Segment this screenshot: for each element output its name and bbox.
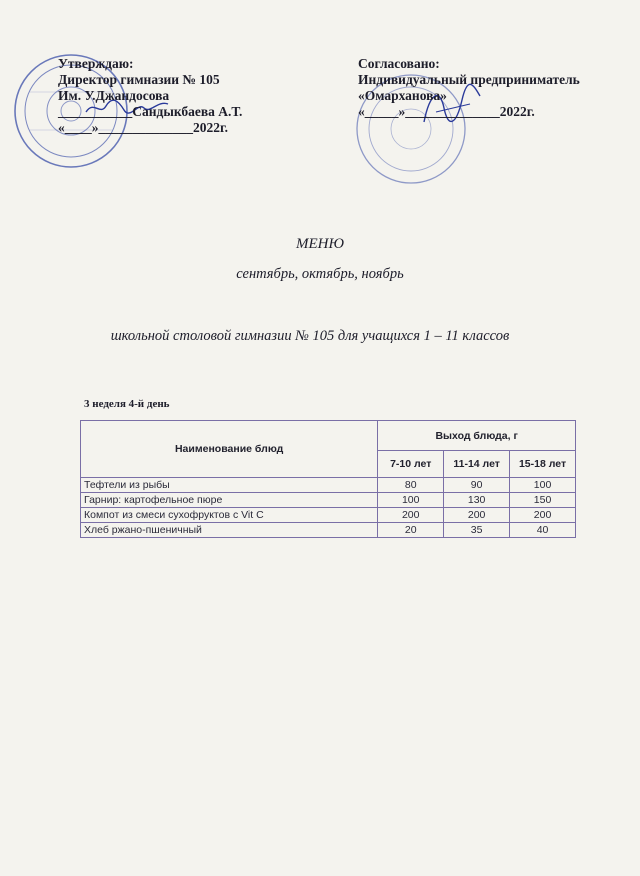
dish-name: Тефтели из рыбы [81, 478, 378, 493]
approval-date: «____»______________2022г. [58, 120, 228, 135]
menu-months: сентябрь, октябрь, ноябрь [236, 266, 404, 282]
dish-name: Гарнир: картофельное пюре [81, 493, 378, 508]
portion-7-10: 100 [378, 493, 444, 508]
header-age-7-10: 7-10 лет [378, 451, 444, 478]
table-row [81, 523, 576, 538]
dish-name: Хлеб ржано-пшеничный [81, 523, 378, 538]
approval-signatory: ___________Сандыкбаева А.Т. [58, 104, 243, 119]
week-day-label: 3 неделя 4-й день [84, 398, 170, 410]
header-dish-name: Наименование блюд [81, 421, 378, 478]
portion-11-14: 35 [444, 523, 510, 538]
portion-7-10: 20 [378, 523, 444, 538]
portion-7-10: 80 [378, 478, 444, 493]
portion-15-18: 150 [510, 493, 576, 508]
header-output: Выход блюда, г [378, 421, 576, 451]
agreement-heading: Согласовано: [358, 56, 440, 71]
agreement-party: Индивидуальный предприниматель [358, 72, 580, 87]
portion-11-14: 200 [444, 508, 510, 523]
approval-heading: Утверждаю: [58, 56, 134, 71]
table-row [81, 508, 576, 523]
agreement-block [358, 56, 580, 120]
table-header-row [81, 421, 576, 451]
portion-7-10: 200 [378, 508, 444, 523]
portion-11-14: 130 [444, 493, 510, 508]
agreement-company: «Омарханова» [358, 88, 447, 103]
menu-subtitle: школьной столовой гимназии № 105 для учащихся 1 – 11 классов [110, 328, 510, 344]
header-age-15-18: 15-18 лет [510, 451, 576, 478]
table-row [81, 493, 576, 508]
approval-position: Директор гимназии № 105 [58, 72, 220, 87]
header-age-11-14: 11-14 лет [444, 451, 510, 478]
dish-name: Компот из смеси сухофруктов с Vit C [81, 508, 378, 523]
approval-school: Им. У.Джандосова [58, 88, 170, 103]
agreement-date: «_____»______________2022г. [358, 104, 535, 119]
menu-table [80, 420, 576, 538]
portion-15-18: 200 [510, 508, 576, 523]
table-row [81, 478, 576, 493]
portion-11-14: 90 [444, 478, 510, 493]
portion-15-18: 100 [510, 478, 576, 493]
approval-block [58, 56, 242, 136]
menu-title: МЕНЮ [296, 236, 344, 252]
portion-15-18: 40 [510, 523, 576, 538]
